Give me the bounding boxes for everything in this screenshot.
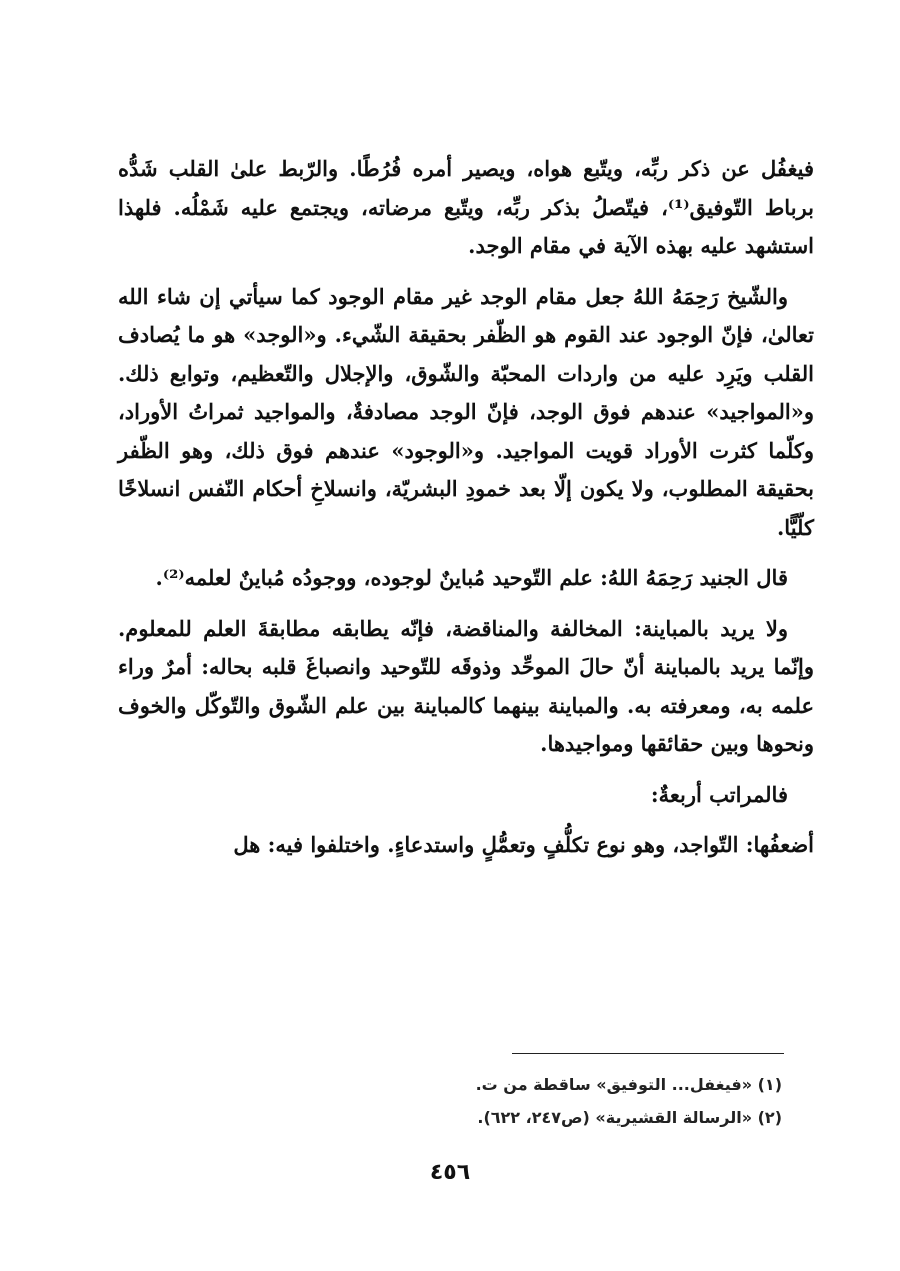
paragraph-3: قال الجنيد رَحِمَهُ اللهُ: علم التّوحيد مُباينٌ لوجوده، ووجودُه مُباينٌ لعلمه⁽²⁾. <box>155 565 788 590</box>
main-text <box>118 150 814 877</box>
footnote-2: (٢) «الرسالة القشيرية» (ص٢٤٧، ٦٢٢). <box>477 1108 782 1127</box>
paragraph-5: فالمراتب أربعةٌ: <box>650 781 788 807</box>
page-number: ٤٥٦ <box>429 1160 471 1185</box>
footnote-divider <box>512 1053 784 1054</box>
paragraph-6: أضعفُها: التّواجد، وهو نوع تكلُّفٍ وتعمُّلٍ واستدعاءٍ. واختلفوا فيه: هل <box>233 832 814 857</box>
footnotes <box>118 1068 782 1134</box>
paragraph-2: والشّيخ رَحِمَهُ اللهُ جعل مقام الوجد غير مقام الوجود كما سيأتي إن شاء الله تعالىٰ، فإنّ الوجود عند القوم هو الظّفر بحقيقة الشّيء. و«الوجد» هو ما يُصادف القلب ويَرِد عليه من واردات المحبّة والشّوق، والإجلال والتّعظيم، وتوابع ذلك. و«المواجيد» عندهم فوق الوجد، فإنّ الوجد مصادفةٌ، والمواجيد ثمراتُ الأوراد، وكلّما كثرت الأوراد قويت المواجيد. و«الوجود» عندهم فوق ذلك، وهو الظّفر بحقيقة المطلوب، ولا يكون إلّا بعد خمودِ البشريّة، وانسلاخِ أحكام النّفس انسلاخًا كلّيًّا. <box>118 283 814 540</box>
paragraph-1: فيغفُل عن ذكر ربِّه، ويتّبع هواه، ويصير أمره فُرُطًا. والرّبط علىٰ القلب شَدُّه برباط التّوفيق⁽¹⁾، فيتّصلُ بذكر ربِّه، ويتّبع مرضاته، ويجتمع عليه شَمْلُه. فلهذا استشهد عليه بهذه الآية في مقام الوجد. <box>118 156 814 258</box>
footnote-1: (١) «فيغفل... التوفيق» ساقطة من ت. <box>475 1075 782 1094</box>
paragraph-4: ولا يريد بالمباينة: المخالفة والمناقضة، فإنّه يطابقه مطابقةَ العلم للمعلوم. وإنّما يريد بالمباينة أنّ حالَ الموحِّد وذوقَه للتّوحيد وانصباغَ قلبه بحاله: أمرٌ وراء علمه به، ومعرفته به. والمباينة بينهما كالمباينة بين علم الشّوق والتّوكّل والخوف ونحوها وبين حقائقها ومواجيدها. <box>118 615 814 756</box>
